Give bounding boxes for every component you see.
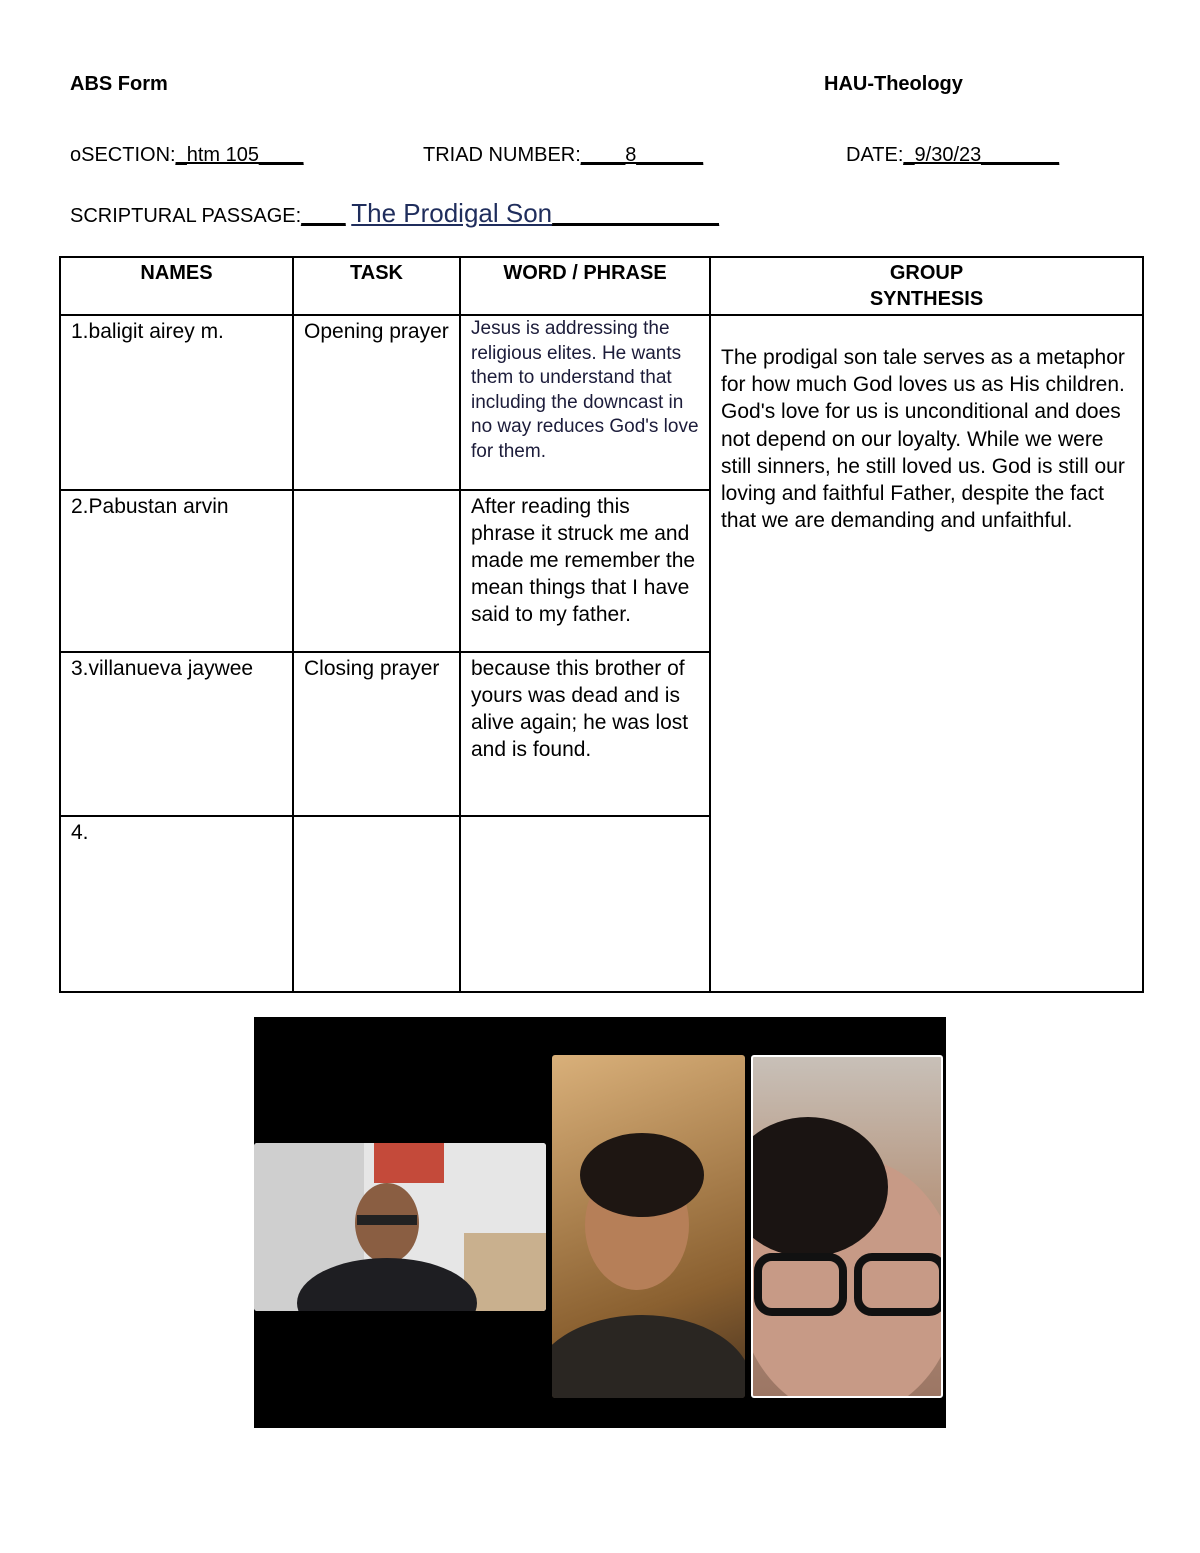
date-label: DATE:	[846, 144, 904, 166]
name-cell: 4.	[60, 816, 293, 992]
passage-label: SCRIPTURAL PASSAGE:	[70, 205, 302, 227]
header-names: NAMES	[60, 257, 293, 315]
phrase-cell: because this brother of yours was dead and is alive again; he was lost and is found.	[460, 652, 710, 816]
date-field	[846, 144, 1059, 167]
section-label: oSECTION:	[70, 144, 176, 166]
form-title: ABS Form	[70, 73, 168, 95]
passage-suffix: _______________	[552, 205, 719, 227]
passage-prefix: ____	[301, 205, 346, 227]
synthesis-cell: The prodigal son tale serves as a metaphor for how much God loves us as His children. God's love for us is unconditional and does not depend on our loyalty. While we were still sinners, he still loved us. God is still our loving and faithful Father, despite the fact that we are demanding and unfaithful.	[710, 315, 1143, 992]
abs-table	[59, 256, 1144, 993]
department-label: HAU-Theology	[824, 73, 963, 95]
phrase-cell: After reading this phrase it struck me and made me remember the mean things that I have said to my father.	[460, 490, 710, 652]
section-value: _htm 105____	[175, 144, 304, 166]
date-value: _9/30/23_______	[903, 144, 1060, 166]
phrase-cell: Jesus is addressing the religious elites. He wants them to understand that including the downcast in no way reduces God's love for them.	[460, 315, 710, 490]
phrase-cell	[460, 816, 710, 992]
name-cell: 2.Pabustan arvin	[60, 490, 293, 652]
header-synthesis: GROUP SYNTHESIS	[710, 257, 1143, 315]
header-phrase: WORD / PHRASE	[460, 257, 710, 315]
name-cell: 1.baligit airey m.	[60, 315, 293, 490]
participant-video-2	[552, 1055, 745, 1398]
triad-value: ____8______	[580, 144, 704, 166]
name-cell: 3.villanueva jaywee	[60, 652, 293, 816]
header-task: TASK	[293, 257, 460, 315]
task-cell	[293, 490, 460, 652]
task-cell	[293, 816, 460, 992]
passage-field	[70, 198, 719, 229]
task-cell: Opening prayer	[293, 315, 460, 490]
passage-title: The Prodigal Son	[351, 198, 553, 228]
task-cell: Closing prayer	[293, 652, 460, 816]
triad-label: TRIAD NUMBER:	[423, 144, 581, 166]
table-header-row	[60, 257, 1143, 315]
section-field	[70, 144, 303, 167]
video-call-screenshot	[254, 1017, 946, 1428]
triad-field	[423, 144, 703, 167]
table-row	[60, 315, 1143, 490]
participant-video-1	[254, 1143, 546, 1311]
participant-video-3	[751, 1055, 943, 1398]
